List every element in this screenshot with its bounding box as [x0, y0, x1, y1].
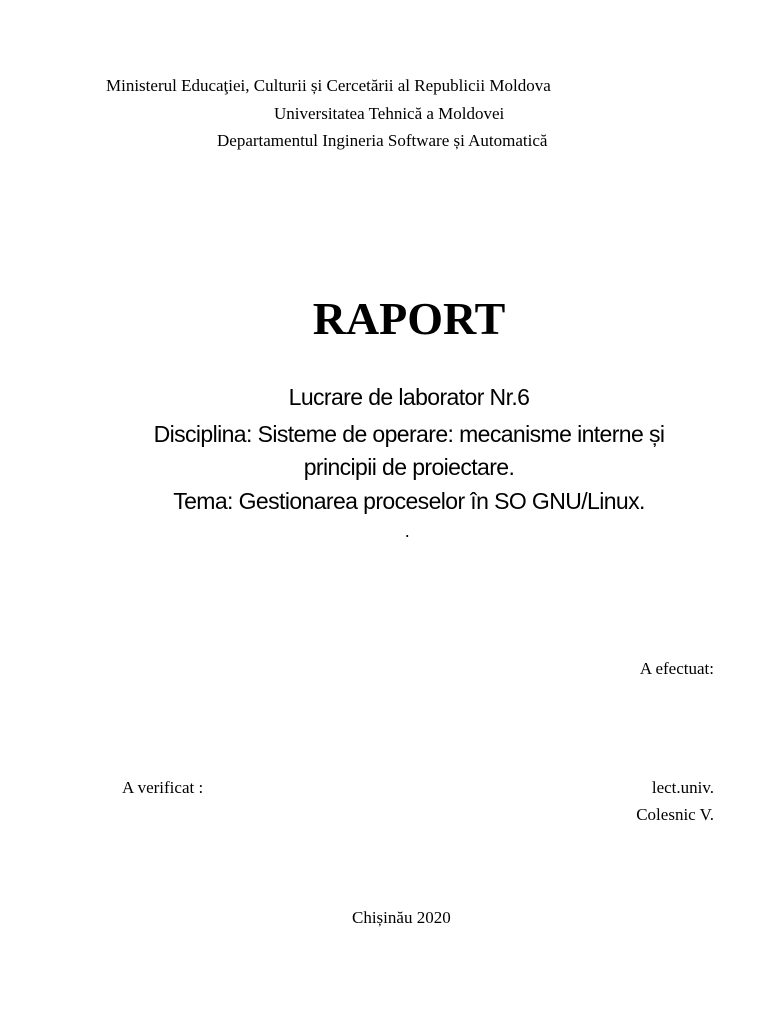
university-line: Universitatea Tehnică a Moldovei [274, 104, 505, 123]
theme-dot: . [404, 521, 410, 541]
checker-title: lect.univ. [651, 778, 714, 797]
performed-label: A efectuat: [639, 659, 714, 678]
checked-label: A verificat : [122, 778, 204, 797]
theme-line: Tema: Gestionarea proceselor în SO GNU/Linux. [173, 488, 645, 514]
document-title: RAPORT [312, 293, 506, 344]
discipline-line-1: Disciplina: Sisteme de operare: mecanisme interne și [153, 421, 665, 447]
lab-number: Lucrare de laborator Nr.6 [288, 384, 530, 410]
department-line: Departamentul Ingineria Software și Automatică [217, 131, 548, 150]
place-year: Chișinău 2020 [352, 908, 451, 927]
checker-name: Colesnic V. [636, 805, 714, 824]
ministry-line: Ministerul Educaţiei, Culturii și Cercetării al Republicii Moldova [106, 76, 551, 95]
discipline-line-2: principii de proiectare. [303, 454, 515, 480]
